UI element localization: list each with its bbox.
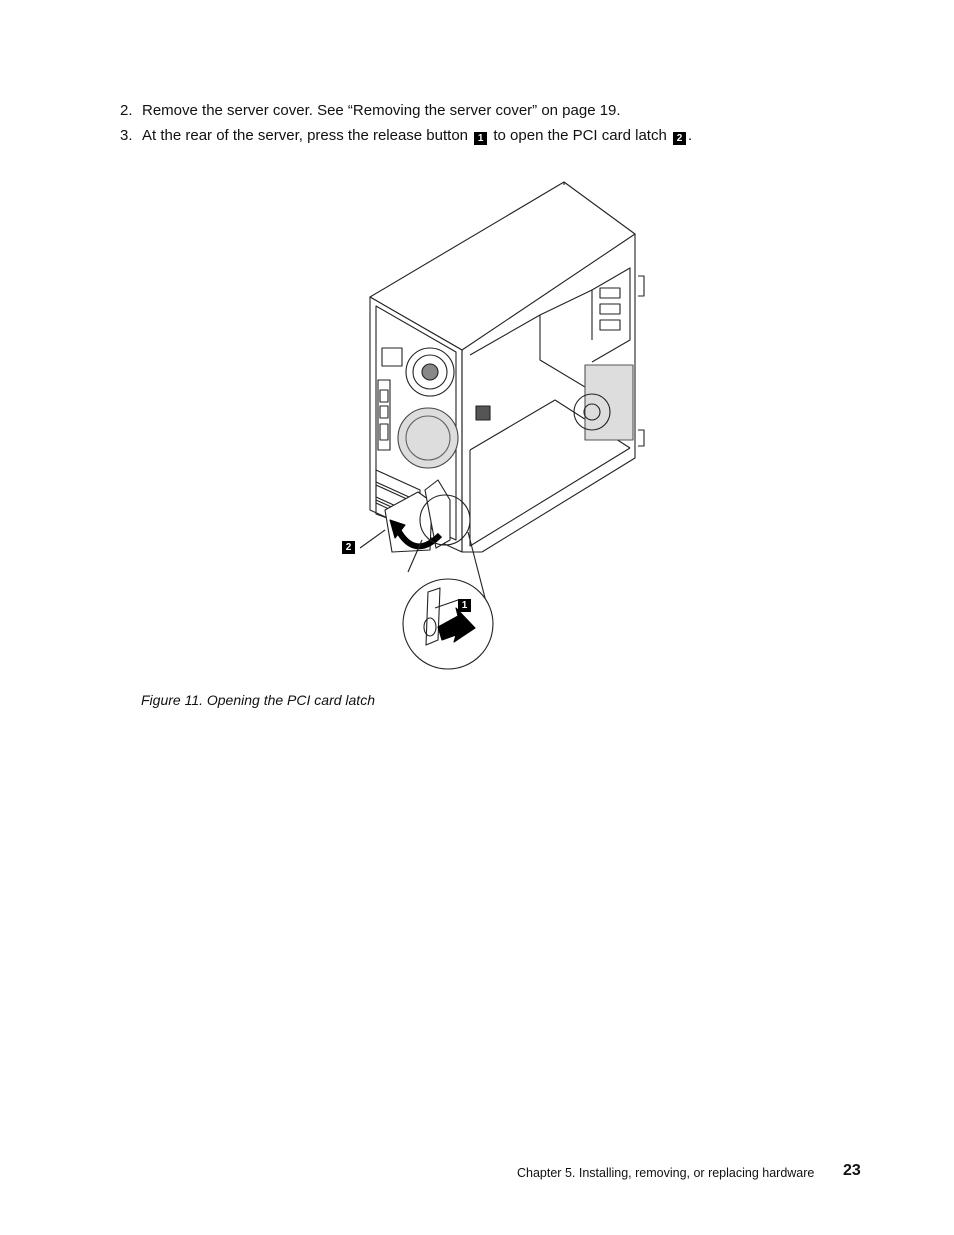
callout-1: 1 <box>474 132 487 145</box>
step-text: At the rear of the server, press the release button <box>142 127 469 144</box>
callout-2: 2 <box>673 132 686 145</box>
step-2 <box>120 101 621 121</box>
step-3 <box>120 126 692 146</box>
figure-caption: Figure 11. Opening the PCI card latch <box>141 692 375 708</box>
page-number: 23 <box>843 1162 861 1179</box>
step-text-end: . <box>687 127 693 144</box>
chapter-footer: Chapter 5. Installing, removing, or replacing hardware <box>517 1166 815 1180</box>
figure-label-1: 1 <box>458 599 471 612</box>
step-text-middle: to open the PCI card latch <box>493 127 667 144</box>
step-number: 3. <box>120 127 133 144</box>
step-number: 2. <box>120 102 133 119</box>
step-text: Remove the server cover. See “Removing the server cover” on page 19. <box>142 102 621 119</box>
server-illustration <box>330 180 650 675</box>
figure-label-2: 2 <box>342 541 355 554</box>
